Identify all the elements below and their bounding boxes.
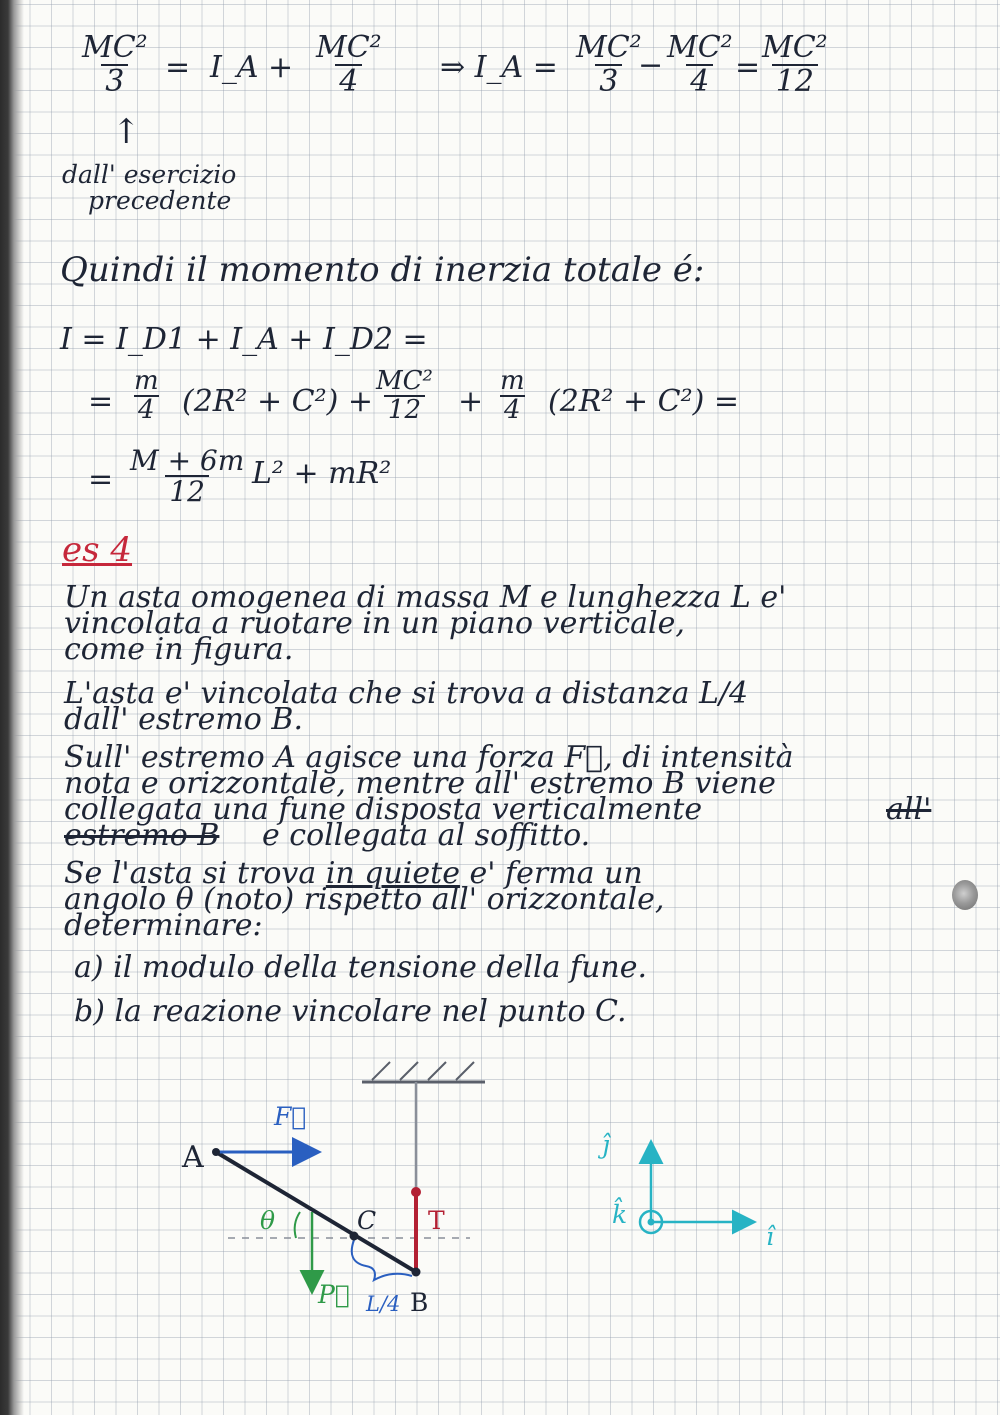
label-k: k̂ bbox=[612, 1200, 628, 1229]
paragraph-3-line-2: nota e orizzontale, mentre all' estremo B viene bbox=[64, 766, 776, 801]
numerator: MC² bbox=[576, 30, 642, 65]
label-theta: θ bbox=[260, 1206, 276, 1235]
label-l-over-4: L/4 bbox=[366, 1292, 401, 1316]
denominator: 12 bbox=[384, 395, 425, 424]
numerator: M + 6m bbox=[130, 444, 245, 477]
tension-point bbox=[411, 1187, 421, 1197]
equals-sign: = bbox=[165, 50, 191, 85]
paragraph-1-line-1: Un asta omogenea di massa M e lunghezza L e' bbox=[64, 580, 787, 615]
ceiling bbox=[362, 1062, 485, 1082]
denominator: 12 bbox=[772, 64, 818, 98]
numerator: MC² bbox=[82, 30, 148, 65]
paragraph-1-line-3: come in figura. bbox=[64, 632, 294, 667]
label-c: C bbox=[357, 1206, 377, 1235]
denominator: 4 bbox=[500, 395, 525, 424]
denominator: 4 bbox=[335, 64, 362, 98]
minus-sign: − bbox=[638, 48, 664, 83]
moment-intro-text: Quindi il momento di inerzia totale é: bbox=[60, 250, 705, 290]
label-a: A bbox=[182, 1140, 204, 1175]
denominator: 4 bbox=[134, 395, 159, 424]
result-rest: L² + mR² bbox=[252, 456, 392, 491]
label-j: ĵ bbox=[602, 1130, 610, 1159]
numerator: MC² bbox=[762, 30, 828, 65]
implies-ia: ⇒ I_A = bbox=[440, 50, 558, 85]
label-f: F⃗ bbox=[274, 1102, 307, 1131]
quarter-length-brace bbox=[352, 1240, 412, 1280]
equals-sign: = bbox=[735, 50, 761, 85]
exercise-title: es 4 bbox=[62, 530, 133, 570]
numerator: m bbox=[500, 366, 525, 396]
point-a-dot bbox=[212, 1148, 220, 1156]
question-a: a) il modulo della tensione della fune. bbox=[74, 950, 648, 985]
text: e' ferma un bbox=[469, 856, 643, 891]
term-c-rest: (2R² + C²) = bbox=[548, 384, 739, 419]
axis-k-dot bbox=[648, 1219, 655, 1226]
paragraph-1-line-2: vincolata a ruotare in un piano verticale, bbox=[64, 606, 685, 641]
paragraph-2-line-2: dall' estremo B. bbox=[64, 702, 303, 737]
paragraph-4-line-2: angolo θ (noto) rispetto all' orizzontale, bbox=[64, 882, 665, 917]
numerator: MC² bbox=[376, 366, 433, 396]
label-i: î bbox=[766, 1222, 774, 1251]
struck-word: all' bbox=[886, 792, 932, 827]
equals-sign: = bbox=[88, 384, 114, 419]
question-b: b) la reazione vincolare nel punto C. bbox=[74, 994, 627, 1029]
ia-term: I_A + bbox=[210, 50, 294, 85]
label-b: B bbox=[410, 1288, 429, 1317]
paragraph-3-line-4: e collegata al soffitto. bbox=[262, 818, 591, 853]
paragraph-2-line-1: L'asta e' vincolata che si trova a distanza L/4 bbox=[64, 676, 749, 711]
point-b-dot bbox=[412, 1268, 421, 1277]
denominator: 4 bbox=[686, 64, 713, 98]
moment-eq-line-1: I = I_D1 + I_A + I_D2 = bbox=[60, 322, 428, 357]
numerator: m bbox=[134, 366, 159, 396]
text: Se l'asta si trova bbox=[64, 856, 317, 891]
numerator: MC² bbox=[316, 30, 382, 65]
paragraph-4-line-3: determinare: bbox=[64, 908, 263, 943]
note-line-2: precedente bbox=[88, 186, 232, 215]
label-p: P⃗ bbox=[318, 1280, 350, 1309]
denominator: 3 bbox=[101, 64, 128, 98]
equals-sign: = bbox=[88, 462, 114, 497]
underlined-text: in quiete bbox=[325, 856, 460, 891]
denominator: 12 bbox=[165, 475, 209, 506]
up-arrow-icon: ↑ bbox=[112, 112, 141, 152]
label-t: T bbox=[428, 1206, 445, 1235]
rod bbox=[216, 1152, 416, 1272]
paragraph-3-line-3: collegata una fune disposta verticalmente bbox=[64, 792, 703, 827]
note-line-1: dall' esercizio bbox=[62, 160, 237, 189]
coordinate-axes bbox=[640, 1144, 752, 1233]
paragraph-3-line-1: Sull' estremo A agisce una forza F⃗, di intensità bbox=[64, 740, 794, 775]
numerator: MC² bbox=[667, 30, 733, 65]
angle-arc bbox=[295, 1212, 300, 1238]
plus-sign: + bbox=[458, 384, 484, 419]
denominator: 3 bbox=[595, 64, 622, 98]
term-a-rest: (2R² + C²) + bbox=[182, 384, 373, 419]
struck-phrase: estremo B bbox=[64, 818, 220, 853]
